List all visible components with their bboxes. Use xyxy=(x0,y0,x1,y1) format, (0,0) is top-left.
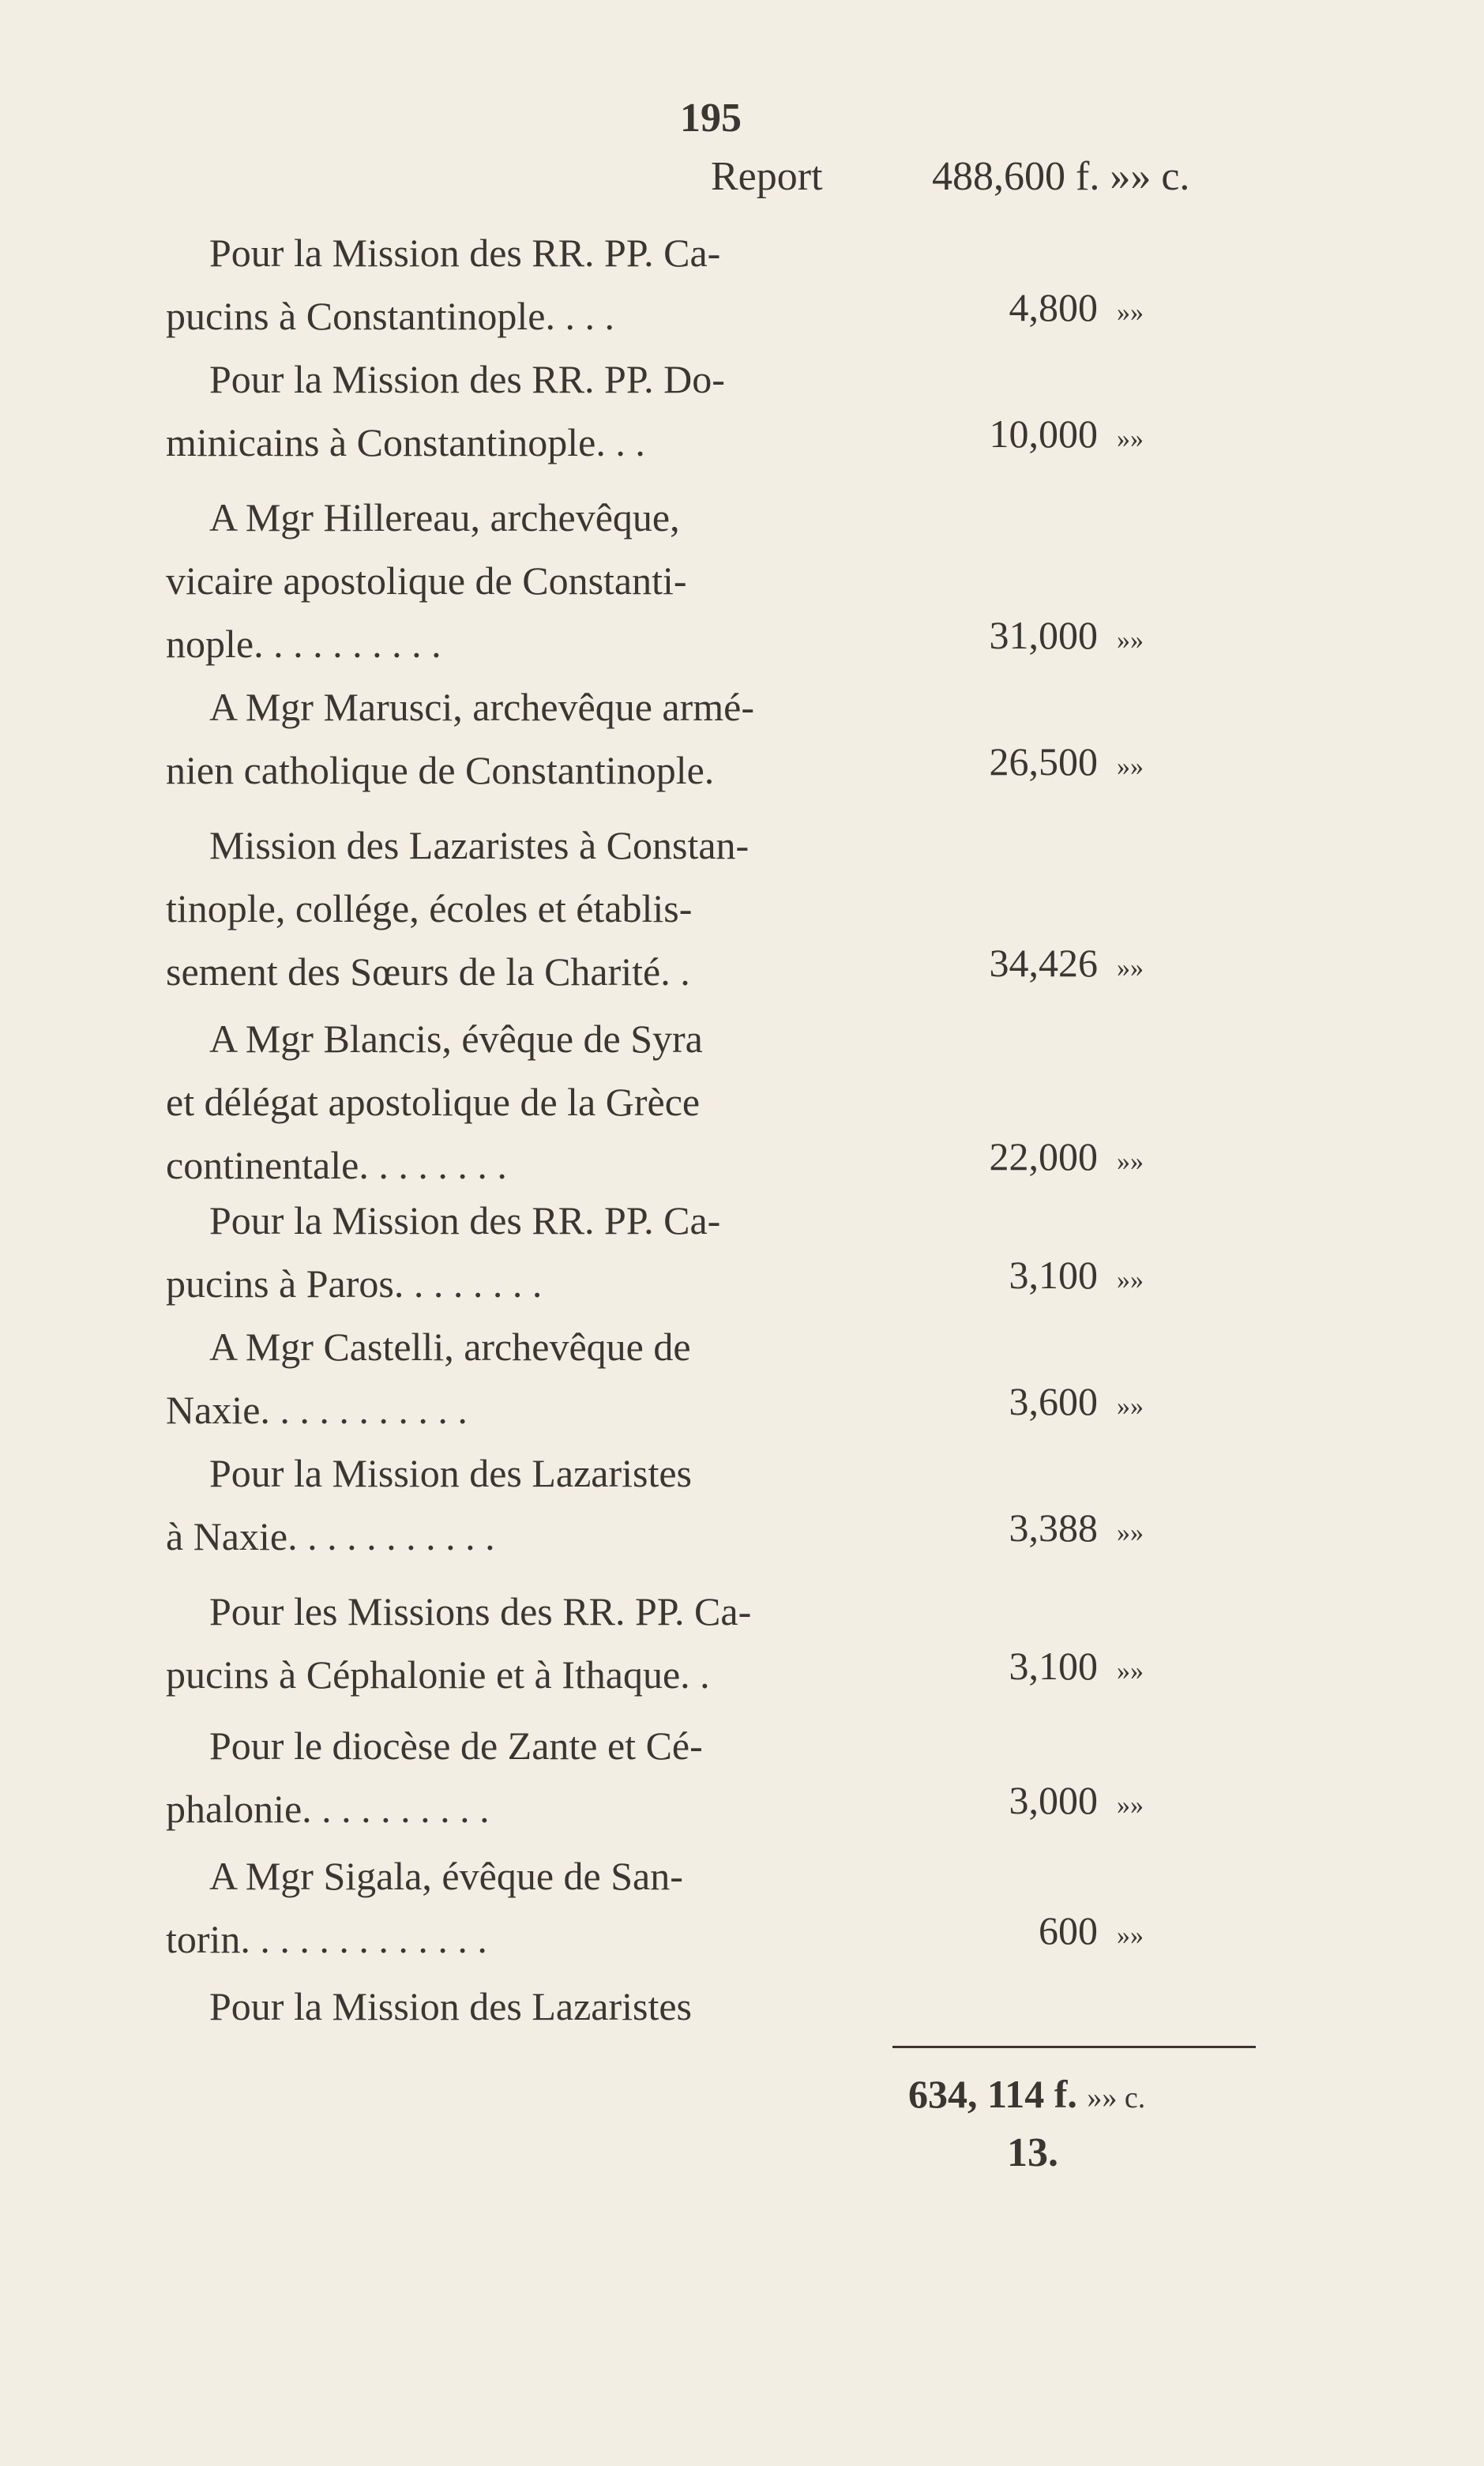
entry-line: à Naxie. . . . . . . . . . . xyxy=(166,1514,495,1558)
entry-description xyxy=(166,1844,837,1971)
entry-line: Pour la Mission des RR. PP. Ca- xyxy=(209,231,721,275)
entry-line: Pour le diocèse de Zante et Cé- xyxy=(209,1724,703,1768)
entry-amount xyxy=(940,1777,1256,1823)
entry-amount-value: 31,000 xyxy=(989,613,1098,657)
entry-description xyxy=(166,1315,837,1442)
entry-amount-value: 3,100 xyxy=(1009,1253,1098,1297)
entry-description xyxy=(166,1442,837,1568)
entry-description xyxy=(166,486,837,675)
entry-amount-suffix: »» xyxy=(1117,424,1144,453)
entry-line: pucins à Paros. . . . . . . . xyxy=(166,1261,543,1306)
entry-amount-value: 3,388 xyxy=(1009,1506,1098,1550)
entry-amount-value: 3,000 xyxy=(1009,1778,1098,1822)
entry-amount-suffix: »» xyxy=(1117,953,1144,983)
total-amount-value: 634, 114 f. xyxy=(908,2072,1077,2116)
entry-line: Mission des Lazaristes à Constan- xyxy=(209,823,750,867)
entry-line: et délégat apostolique de la Grèce xyxy=(166,1080,701,1124)
total-amount-suffix: »» c. xyxy=(1087,2081,1146,2115)
entry-line: vicaire apostolique de Constanti- xyxy=(166,558,687,603)
entry-line: Pour les Missions des RR. PP. Ca- xyxy=(209,1589,752,1633)
report-amount: 488,600 f. »» c. xyxy=(932,154,1190,199)
entry-line: Naxie. . . . . . . . . . . xyxy=(166,1388,468,1432)
entry-description xyxy=(166,221,837,348)
entry-description xyxy=(166,675,837,802)
entry-line: minicains à Constantinople. . . xyxy=(166,420,645,464)
entry-amount-suffix: »» xyxy=(1117,626,1144,655)
entry-description xyxy=(166,814,837,1003)
report-label: Report xyxy=(711,154,823,199)
entry-description xyxy=(166,1580,837,1706)
entry-amount xyxy=(940,284,1256,330)
entry-amount-value: 600 xyxy=(1039,1908,1098,1953)
entry-amount xyxy=(940,940,1256,986)
entry-line: A Mgr Castelli, archevêque de xyxy=(209,1325,691,1369)
entry-line: A Mgr Sigala, évêque de San- xyxy=(209,1854,683,1898)
entry-amount xyxy=(940,1505,1256,1551)
entry-amount-suffix: »» xyxy=(1117,298,1144,327)
entry-line: torin. . . . . . . . . . . . . xyxy=(166,1917,487,1961)
entry-amount-value: 3,600 xyxy=(1009,1379,1098,1423)
entry-amount xyxy=(940,612,1256,658)
entry-line: phalonie. . . . . . . . . . xyxy=(166,1787,490,1831)
entry-amount-suffix: »» xyxy=(1117,1791,1144,1820)
entry-line: Pour la Mission des RR. PP. Do- xyxy=(209,357,725,401)
entry-amount xyxy=(940,1252,1256,1298)
page-number: 195 xyxy=(680,96,742,141)
entry-description xyxy=(166,348,837,474)
entry-line: A Mgr Hillereau, archevêque, xyxy=(209,495,680,539)
entry-amount-value: 34,426 xyxy=(989,941,1098,985)
entry-line: nien catholique de Constantinople. xyxy=(166,748,715,792)
entry-amount-value: 4,800 xyxy=(1009,285,1098,329)
entry-amount-suffix: »» xyxy=(1117,1656,1144,1686)
entry-line: sement des Sœurs de la Charité. . xyxy=(166,949,690,994)
entry-amount xyxy=(940,1643,1256,1689)
entry-line: tinople, collége, écoles et établis- xyxy=(166,886,693,930)
entry-amount-suffix: »» xyxy=(1117,1147,1144,1176)
entry-amount xyxy=(940,1378,1256,1424)
entry-description xyxy=(166,1714,837,1840)
entry-amount-suffix: »» xyxy=(1117,1921,1144,1950)
entry-amount xyxy=(940,739,1256,784)
entry-line: Pour la Mission des Lazaristes xyxy=(209,1984,693,2028)
entry-line: Pour la Mission des Lazaristes xyxy=(209,1451,693,1495)
entry-description xyxy=(166,1007,837,1197)
entry-amount xyxy=(940,411,1256,457)
entry-line: pucins à Constantinople. . . . xyxy=(166,294,614,338)
entry-line: Pour la Mission des RR. PP. Ca- xyxy=(209,1198,721,1242)
entry-amount-value: 22,000 xyxy=(989,1134,1098,1178)
entry-amount-value: 3,100 xyxy=(1009,1644,1098,1688)
entry-amount-suffix: »» xyxy=(1117,1518,1144,1547)
entry-amount-value: 10,000 xyxy=(989,412,1098,456)
total-amount xyxy=(908,2071,1145,2117)
entry-amount-suffix: »» xyxy=(1117,1265,1144,1295)
entry-line: A Mgr Marusci, archevêque armé- xyxy=(209,685,754,729)
entry-line: continentale. . . . . . . . xyxy=(166,1143,507,1187)
entry-amount-suffix: »» xyxy=(1117,752,1144,781)
entry-amount xyxy=(940,1133,1256,1179)
entry-amount-suffix: »» xyxy=(1117,1392,1144,1421)
entry-description xyxy=(166,1189,837,1315)
entry-line: pucins à Céphalonie et à Ithaque. . xyxy=(166,1652,710,1697)
signature-mark: 13. xyxy=(1007,2130,1058,2175)
entry-line: A Mgr Blancis, évêque de Syra xyxy=(209,1017,703,1061)
entry-description xyxy=(166,1975,837,2038)
entry-amount xyxy=(940,1908,1256,1953)
entry-amount-value: 26,500 xyxy=(989,739,1098,784)
sum-rule xyxy=(892,2046,1256,2048)
entry-line: nople. . . . . . . . . . xyxy=(166,622,441,666)
